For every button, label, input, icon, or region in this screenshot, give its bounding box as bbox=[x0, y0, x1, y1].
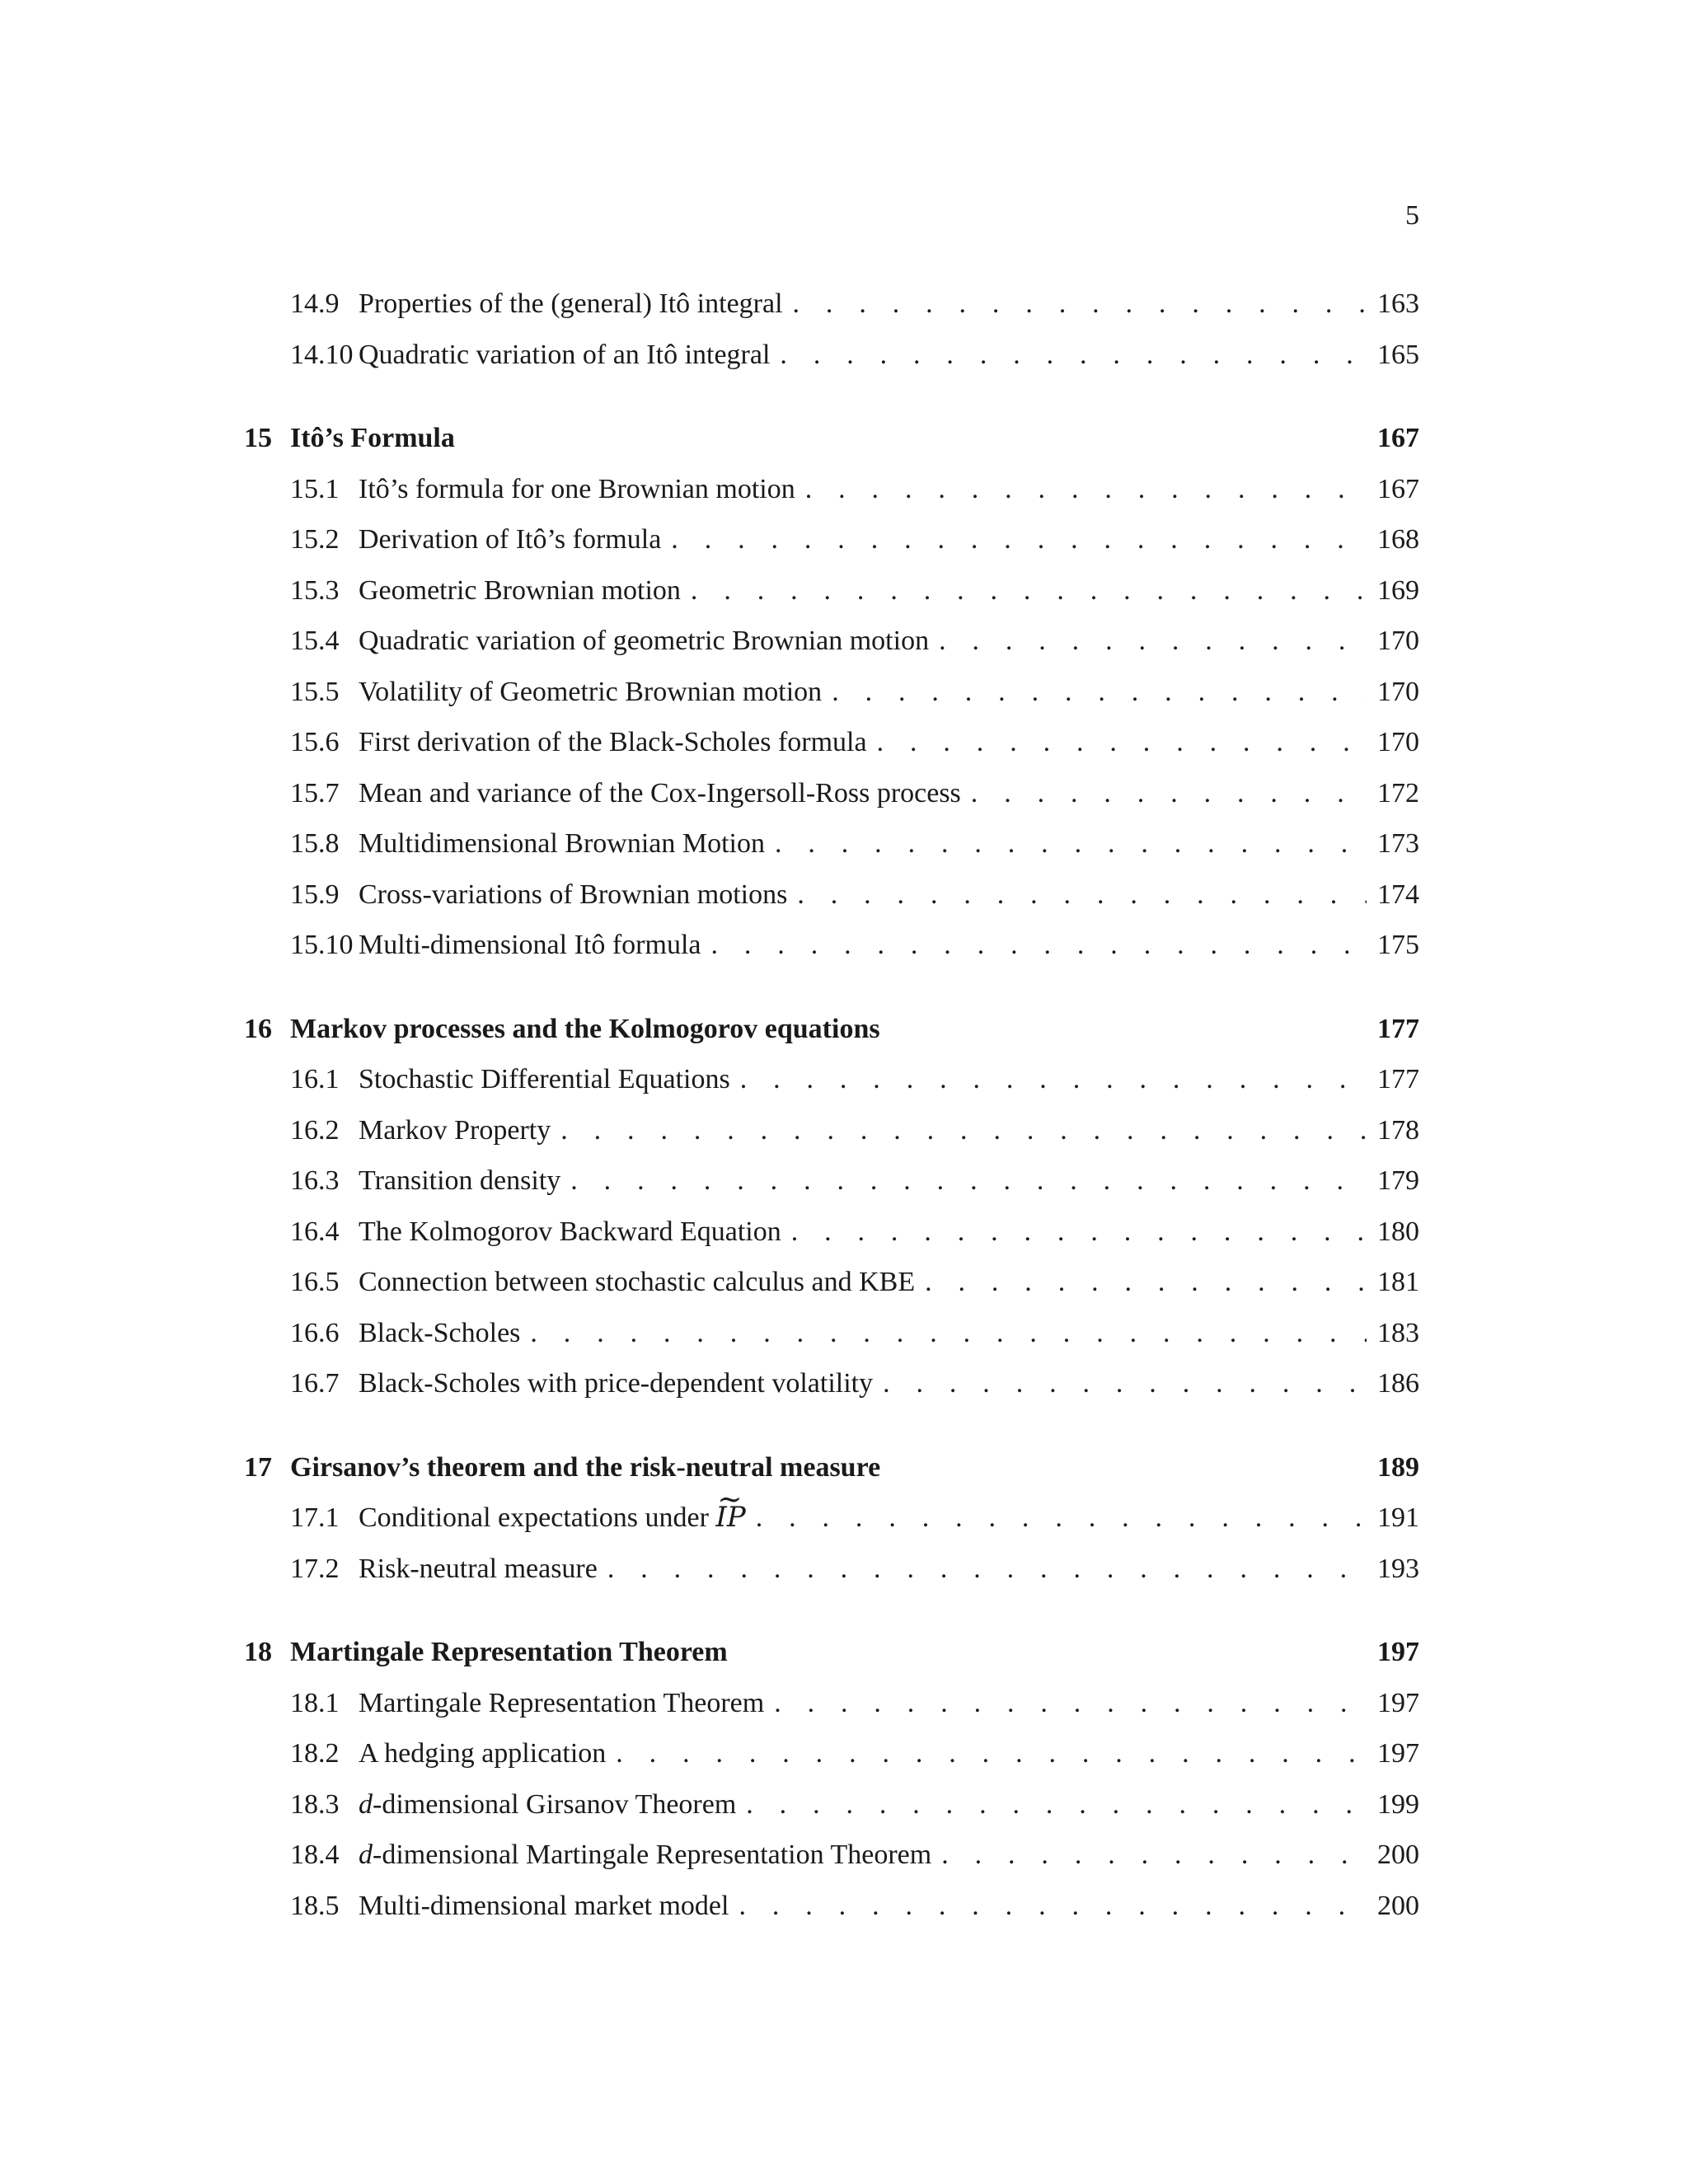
section-number: 15.4 bbox=[290, 626, 340, 656]
dot-leader bbox=[925, 1257, 1367, 1308]
toc-section-row bbox=[244, 1105, 1419, 1156]
section-title-text: Properties of the (general) Itô integral bbox=[359, 288, 783, 319]
section-title bbox=[359, 1257, 915, 1308]
section-title bbox=[359, 279, 783, 330]
section-number: 18.5 bbox=[290, 1890, 340, 1921]
toc-section-row bbox=[244, 1257, 1419, 1308]
dot-leader bbox=[738, 1881, 1367, 1932]
section-title bbox=[359, 1358, 873, 1409]
section-title bbox=[359, 1881, 729, 1932]
toc-chapter-row bbox=[244, 1442, 1419, 1493]
section-page-number: 175 bbox=[1377, 930, 1419, 960]
section-number: 15.1 bbox=[290, 473, 340, 504]
page-number: 5 bbox=[1405, 200, 1419, 231]
toc-section-row bbox=[244, 1155, 1419, 1207]
section-title-text: Quadratic variation of an Itô integral bbox=[359, 339, 771, 370]
chapter-title: Markov processes and the Kolmogorov equations bbox=[290, 1013, 880, 1044]
section-title-text: Risk-neutral measure bbox=[359, 1553, 598, 1584]
dot-leader bbox=[805, 464, 1367, 515]
section-page-number: 199 bbox=[1377, 1788, 1419, 1820]
toc-section-row bbox=[244, 1779, 1419, 1830]
section-page-number: 170 bbox=[1377, 626, 1419, 656]
section-title bbox=[359, 616, 929, 667]
section-title-text: -dimensional Girsanov Theorem bbox=[373, 1788, 737, 1820]
section-title-text: Conditional expectations under bbox=[359, 1502, 716, 1533]
section-number: 14.10 bbox=[290, 339, 354, 370]
section-number: 16.4 bbox=[290, 1216, 340, 1247]
toc-chapter-row bbox=[244, 413, 1419, 464]
chapter-page-number: 197 bbox=[1377, 1637, 1419, 1667]
section-title bbox=[359, 330, 770, 381]
section-title bbox=[359, 464, 795, 515]
section-number: 16.2 bbox=[290, 1114, 340, 1146]
dot-leader bbox=[530, 1308, 1367, 1359]
section-title bbox=[359, 1207, 781, 1258]
dot-leader bbox=[607, 1544, 1367, 1595]
dot-leader bbox=[691, 565, 1367, 616]
toc-section-row bbox=[244, 1544, 1419, 1595]
section-number: 18.4 bbox=[290, 1840, 340, 1870]
section-page-number: 178 bbox=[1377, 1114, 1419, 1146]
toc-section-row bbox=[244, 1678, 1419, 1729]
section-number: 16.5 bbox=[290, 1267, 340, 1297]
section-page-number: 167 bbox=[1377, 473, 1419, 504]
section-title-text: Geometric Brownian motion bbox=[359, 574, 681, 606]
dot-leader bbox=[791, 1207, 1367, 1258]
section-title-text: Multi-dimensional market model bbox=[359, 1890, 729, 1921]
toc-section-row bbox=[244, 514, 1419, 565]
toc-section-row bbox=[244, 279, 1419, 330]
section-number: 15.6 bbox=[290, 727, 340, 757]
section-title-text: First derivation of the Black-Scholes formula bbox=[359, 727, 867, 757]
section-title-text: The Kolmogorov Backward Equation bbox=[359, 1216, 781, 1247]
section-title bbox=[359, 1155, 560, 1207]
toc-chapter-row bbox=[244, 1004, 1419, 1055]
section-number: 15.2 bbox=[290, 524, 340, 555]
section-title bbox=[359, 1678, 764, 1729]
section-page-number: 193 bbox=[1377, 1553, 1419, 1584]
section-number: 16.6 bbox=[290, 1317, 340, 1348]
section-page-number: 165 bbox=[1377, 339, 1419, 370]
toc-section-row bbox=[244, 330, 1419, 381]
section-title-text: Transition density bbox=[359, 1165, 561, 1196]
section-number: 15.5 bbox=[290, 676, 340, 707]
chapter-number: 18 bbox=[244, 1637, 272, 1667]
toc-section-row bbox=[244, 616, 1419, 667]
section-page-number: 200 bbox=[1377, 1890, 1419, 1921]
section-page-number: 180 bbox=[1377, 1216, 1419, 1247]
dot-leader bbox=[941, 1830, 1367, 1881]
chapter-number: 17 bbox=[244, 1451, 272, 1483]
section-number: 15.3 bbox=[290, 574, 340, 606]
dot-leader bbox=[756, 1493, 1367, 1544]
math-symbol: d bbox=[359, 1788, 373, 1820]
section-number: 16.1 bbox=[290, 1064, 340, 1094]
dot-leader bbox=[939, 616, 1367, 667]
toc-section-row bbox=[244, 1830, 1419, 1881]
section-title-text: -dimensional Martingale Representation Theorem bbox=[373, 1840, 932, 1870]
toc-section-row bbox=[244, 1054, 1419, 1105]
chapter-title: Martingale Representation Theorem bbox=[290, 1637, 728, 1667]
toc-section-row bbox=[244, 869, 1419, 921]
section-number: 18.3 bbox=[290, 1788, 340, 1820]
section-title-text: Markov Property bbox=[359, 1114, 551, 1146]
dot-leader bbox=[780, 330, 1367, 381]
section-title-text: Black-Scholes bbox=[359, 1317, 521, 1348]
chapter-number: 15 bbox=[244, 423, 272, 453]
toc-section-row bbox=[244, 818, 1419, 869]
dot-leader bbox=[971, 768, 1367, 819]
section-number: 16.3 bbox=[290, 1165, 340, 1196]
chapter-title: Itô’s Formula bbox=[290, 423, 455, 453]
math-symbol: ~ IP bbox=[715, 1493, 745, 1544]
toc-section-row bbox=[244, 920, 1419, 971]
section-page-number: 200 bbox=[1377, 1840, 1419, 1870]
dot-leader bbox=[671, 514, 1367, 565]
section-title bbox=[359, 1544, 598, 1595]
section-page-number: 186 bbox=[1377, 1368, 1419, 1399]
math-symbol: d bbox=[359, 1840, 373, 1870]
table-of-contents bbox=[244, 279, 1419, 1931]
section-title-text: Martingale Representation Theorem bbox=[359, 1687, 765, 1718]
section-title-text: Mean and variance of the Cox-Ingersoll-Ross process bbox=[359, 777, 961, 808]
chapter-page-number: 167 bbox=[1377, 423, 1419, 453]
dot-leader bbox=[560, 1105, 1367, 1156]
dot-leader bbox=[877, 717, 1367, 768]
section-title-text: Stochastic Differential Equations bbox=[359, 1064, 730, 1094]
section-title bbox=[359, 565, 681, 616]
dot-leader bbox=[775, 818, 1367, 869]
toc-section-row bbox=[244, 768, 1419, 819]
section-title bbox=[359, 514, 661, 565]
chapter-page-number: 189 bbox=[1377, 1451, 1419, 1483]
toc-section-row bbox=[244, 1728, 1419, 1779]
section-number: 17.1 bbox=[290, 1502, 340, 1533]
section-number: 15.10 bbox=[290, 930, 354, 960]
section-title-text: Quadratic variation of geometric Brownian motion bbox=[359, 626, 930, 656]
section-title bbox=[359, 869, 787, 921]
section-number: 15.9 bbox=[290, 879, 340, 910]
section-page-number: 174 bbox=[1377, 879, 1419, 910]
section-title bbox=[359, 1105, 551, 1156]
section-title-text: Itô’s formula for one Brownian motion bbox=[359, 473, 795, 504]
section-title-text: Multidimensional Brownian Motion bbox=[359, 828, 765, 859]
section-page-number: 172 bbox=[1377, 777, 1419, 808]
dot-leader bbox=[797, 869, 1367, 921]
section-page-number: 197 bbox=[1377, 1687, 1419, 1718]
section-title bbox=[359, 717, 867, 768]
toc-section-row bbox=[244, 1881, 1419, 1932]
toc-section-row bbox=[244, 667, 1419, 718]
section-page-number: 179 bbox=[1377, 1165, 1419, 1196]
section-title bbox=[359, 1728, 606, 1779]
chapter-title: Girsanov’s theorem and the risk-neutral measure bbox=[290, 1451, 881, 1483]
section-page-number: 170 bbox=[1377, 676, 1419, 707]
section-page-number: 197 bbox=[1377, 1738, 1419, 1769]
section-number: 16.7 bbox=[290, 1368, 340, 1399]
section-page-number: 183 bbox=[1377, 1317, 1419, 1348]
dot-leader bbox=[793, 279, 1367, 330]
dot-leader bbox=[883, 1358, 1367, 1409]
toc-section-row bbox=[244, 464, 1419, 515]
section-page-number: 181 bbox=[1377, 1267, 1419, 1297]
section-page-number: 173 bbox=[1377, 828, 1419, 859]
section-number: 18.1 bbox=[290, 1687, 340, 1718]
section-title bbox=[359, 1308, 520, 1359]
dot-leader bbox=[740, 1054, 1367, 1105]
dot-leader bbox=[711, 920, 1367, 971]
section-number: 15.7 bbox=[290, 777, 340, 808]
section-title-text: Multi-dimensional Itô formula bbox=[359, 930, 701, 960]
section-page-number: 191 bbox=[1377, 1502, 1419, 1533]
dot-leader bbox=[832, 667, 1367, 718]
section-title bbox=[359, 1779, 736, 1830]
section-page-number: 169 bbox=[1377, 574, 1419, 606]
dot-leader bbox=[774, 1678, 1367, 1729]
dot-leader bbox=[570, 1155, 1367, 1207]
toc-chapter-row bbox=[244, 1627, 1419, 1678]
toc-section-row bbox=[244, 1493, 1419, 1544]
section-title bbox=[359, 920, 701, 971]
chapter-number: 16 bbox=[244, 1013, 272, 1044]
toc-section-row bbox=[244, 1308, 1419, 1359]
section-title bbox=[359, 1493, 746, 1544]
toc-section-row bbox=[244, 565, 1419, 616]
section-title bbox=[359, 768, 961, 819]
section-number: 15.8 bbox=[290, 828, 340, 859]
section-title-text: Black-Scholes with price-dependent volatility bbox=[359, 1368, 874, 1399]
section-title bbox=[359, 1830, 931, 1881]
section-title-text: Cross-variations of Brownian motions bbox=[359, 879, 788, 910]
section-title bbox=[359, 1054, 730, 1105]
section-title bbox=[359, 667, 822, 718]
section-number: 18.2 bbox=[290, 1738, 340, 1769]
toc-section-row bbox=[244, 1358, 1419, 1409]
section-number: 14.9 bbox=[290, 288, 340, 319]
section-page-number: 168 bbox=[1377, 524, 1419, 555]
toc-section-row bbox=[244, 1207, 1419, 1258]
chapter-page-number: 177 bbox=[1377, 1013, 1419, 1044]
section-page-number: 177 bbox=[1377, 1064, 1419, 1094]
section-page-number: 170 bbox=[1377, 727, 1419, 757]
section-title-text: Connection between stochastic calculus and KBE bbox=[359, 1267, 916, 1297]
section-title-text: Derivation of Itô’s formula bbox=[359, 524, 662, 555]
section-title bbox=[359, 818, 765, 869]
dot-leader bbox=[746, 1779, 1367, 1830]
section-page-number: 163 bbox=[1377, 288, 1419, 319]
dot-leader bbox=[616, 1728, 1367, 1779]
section-title-text: A hedging application bbox=[359, 1738, 607, 1769]
toc-section-row bbox=[244, 717, 1419, 768]
section-title-text: Volatility of Geometric Brownian motion bbox=[359, 676, 823, 707]
section-number: 17.2 bbox=[290, 1553, 340, 1584]
